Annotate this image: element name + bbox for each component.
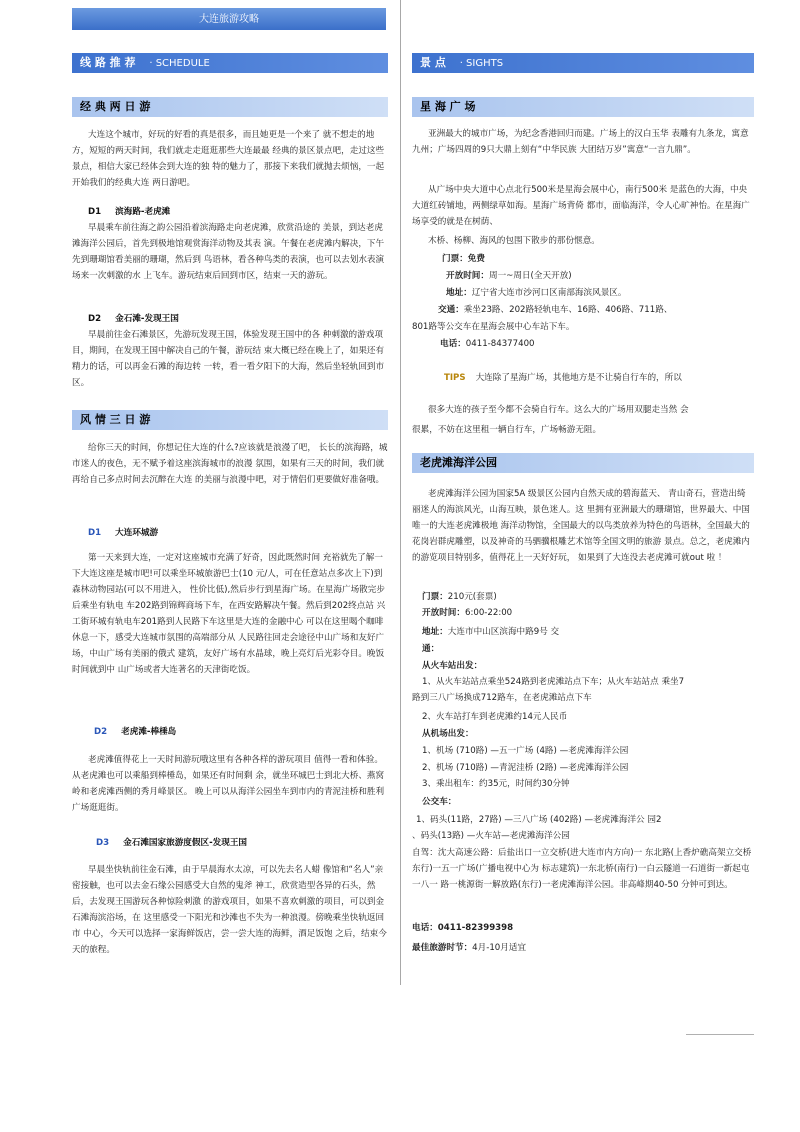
label: 地址： [446, 288, 472, 298]
label: 电话： [412, 923, 438, 933]
three-day-d2-text: 老虎滩值得花上一天时间游玩哦这里有各种各样的游玩项目 值得一看和体验。从老虎滩也可以乘船到棒棰岛，如果还有时间剩 余，就坐环城巴士到北大桥、燕窝岭和老虎滩西侧的秀月峰景区。 晚上可以从海洋公园坐车到市内的青泥洼桥和胜利广场逛逛街。 [72, 755, 385, 813]
laohutan-bus-2: 、码头(13路) —火车站—老虎滩海洋公园 [412, 831, 570, 841]
sights-bar-cn: 景 点 [420, 56, 446, 69]
value: 周一~周日(全天开放) [488, 271, 572, 281]
day-title: 金石滩-发现王国 [115, 314, 179, 324]
laohutan-from-station-label: 从火车站出发： [422, 661, 483, 671]
value: 210元(套票) [447, 592, 497, 602]
schedule-bar-en: · SCHEDULE [149, 58, 210, 69]
two-day-d2-text: 早晨前往金石滩景区，先游玩发现王国，体验发现王国中的各 种刺激的游戏项目，期间，在发现王国中解决自己的午餐，游玩结 束大概已经在晚上了，如果还有精力的话，可以再金石滩的海边转 一转，看一看夕阳下的大海，然后坐轻轨回到市区。 [72, 330, 385, 388]
xinghai-tips-more-1: 很多大连的孩子至今都不会骑自行车。这么大的广场用双腿走当然 会 [428, 405, 689, 415]
xinghai-paragraph-2: 从广场中央大道中心点北行500米是星海会展中心，南行500米 是蓝色的大海，中央大道红砖铺地，两侧绿草如海。星海广场背倚 都市，面临海洋，令人心旷神怡。在星海广场享受的就是在树荫、 [412, 185, 750, 227]
laohutan-ticket [422, 590, 497, 604]
sights-bar-en: · SIGHTS [459, 58, 504, 69]
label: 最佳旅游时节： [412, 943, 473, 953]
value: 辽宁省大连市沙河口区南部海滨风景区。 [471, 288, 627, 298]
laohutan-hours [422, 606, 512, 620]
xinghai-square-heading [412, 97, 754, 117]
day-title: 大连环城游 [115, 528, 159, 538]
laohutan-intro: 老虎滩海洋公园为国家5A 级景区公园内自然天成的碧海蓝天、 青山奇石，营造出绮丽迷人的海滨风光，山海互映，景色迷人。这 里拥有亚洲最大的珊瑚馆，世界最大、中国唯一的大连老虎滩极地 海洋动物馆，全国最大的以鸟类放养为特色的鸟语林，全国最大的 花岗岩群虎雕塑，以及神奇的马驷骥根雕艺术馆等全国文明的旅游 景点。总之，老虎滩内的游览项目特别多，值得花上一天好好玩， 如果到了大连没去老虎滩可就out 啦 ！ [412, 489, 750, 563]
schedule-section-bar [72, 53, 388, 73]
value: 乘坐23路、202路轻轨电车、16路、406路、711路、 [463, 305, 673, 315]
column-divider [400, 0, 401, 985]
value: 4月-10月适宜 [472, 943, 527, 953]
xinghai-tips-more-2: 很累，不妨在这里租一辆自行车，广场畅游无阻。 [412, 425, 602, 435]
laohutan-from-airport-3: 3、乘出租车：约35元，时间约30分钟 [422, 779, 570, 789]
value: 免费 [467, 254, 485, 264]
three-day-d3-heading [96, 836, 247, 848]
value: 0411-84377400 [465, 339, 535, 349]
day-number: D1 [88, 207, 102, 217]
schedule-bar-cn: 线 路 推 荐 [80, 56, 136, 69]
label: 自驾： [412, 848, 438, 858]
label: 门票： [442, 254, 468, 264]
xinghai-tips [444, 371, 682, 385]
value: 0411-82399398 [437, 923, 514, 933]
label: 电话： [440, 339, 466, 349]
day-title: 老虎滩-棒棰岛 [121, 727, 177, 737]
xinghai-ticket [442, 252, 485, 266]
xinghai-phone [440, 337, 535, 351]
laohutan-from-station-2: 2、火车站打车到老虎滩约14元人民币 [422, 712, 568, 722]
three-day-intro: 给你三天的时间，你想记住大连的什么?应该就是浪漫了吧， 长长的滨海路，城市迷人的夜色，无不赋予着这座滨海城市的浪漫 氛围，如果有三天的时间，我们就再给自己多点时间去沉醉在大连 的美丽与浪漫中吧，对于情侣们更要做好准备哦。 [72, 443, 388, 485]
three-day-d1-heading [88, 526, 158, 538]
day-number: D1 [88, 528, 102, 538]
laohutan-bus-1: 1、码头(11路，27路) —三八广场 (402路) —老虎滩海洋公 园2 [416, 815, 662, 825]
xinghai-hours [446, 269, 572, 283]
three-day-tour-heading [72, 410, 388, 430]
xinghai-address [446, 286, 627, 300]
laohutan-drive [412, 845, 754, 893]
laohutan-from-airport-1: 1、机场 (710路) —五一广场 (4路) —老虎滩海洋公园 [422, 746, 629, 756]
laohutan-phone [412, 921, 513, 935]
two-day-d1-heading [88, 205, 170, 217]
value: 大连市中山区滨海中路9号 交 [447, 627, 560, 637]
label: 交通： [438, 305, 464, 315]
laohutan-traffic-label: 通： [422, 644, 440, 654]
laohutan-from-airport-2: 2、机场 (710路) —青泥洼桥 (2路) —老虎滩海洋公园 [422, 763, 629, 773]
laohutan-best-season [412, 941, 526, 955]
tips-text: 大连除了星海广场，其他地方是不让骑自行车的，所以 [475, 373, 682, 383]
xinghai-paragraph-3: 木桥、杨柳、海风的包围下散步的那份惬意。 [428, 236, 600, 246]
day-title: 滨海路-老虎滩 [115, 207, 171, 217]
laohutan-bus-label: 公交车： [422, 797, 457, 807]
tips-badge: TIPS [444, 373, 466, 383]
label: 开放时间： [422, 608, 465, 618]
laohutan-park-heading [412, 453, 754, 473]
footer-rule [686, 1034, 754, 1035]
two-day-d2-heading [88, 312, 179, 324]
xinghai-paragraph-1: 亚洲最大的城市广场，为纪念香港回归而建。广场上的汉白玉华 表雕有九条龙，寓意九州；广场四周的9只大鼎上刻有“中华民族 大团结万岁”寓意“一言九鼎”。 [412, 129, 749, 155]
three-day-tour-title: 风 情 三 日 游 [80, 413, 151, 426]
page-header-banner [72, 8, 386, 30]
label: 地址： [422, 627, 448, 637]
sights-section-bar [412, 53, 754, 73]
two-day-tour-heading [72, 97, 388, 117]
xinghai-traffic-cont: 801路等公交车在星海会展中心车站下车。 [412, 322, 575, 332]
day-number: D2 [88, 314, 102, 324]
value: 沈大高速公路：后盐出口一立交桥(进大连市内方向)一 东北路(上香炉礁高架立交桥东行)一五一广场(广播电视中心为 标志建筑)一东北桥(南行)一白云隧道一石道街一新起屯一八一 路一桃源街一解放路(东行)一老虎滩海洋公园。非高峰期40-50 分钟可到达。 [412, 848, 752, 890]
two-day-intro: 大连这个城市，好玩的好看的真是很多，而且她更是一个来了 就不想走的地方，短短的两天时间，我们就走走逛逛那些大连最最 经典的景区景点吧，走过这些景点，相信大家已经体会到大连的独 特的魅力了，那接下来我们就抛去烦恼，一起开始我们的经典大连 两日游吧。 [72, 130, 385, 188]
laohutan-address [422, 625, 559, 639]
three-day-d3-text: 早晨坐快轨前往金石滩，由于早晨海水太凉，可以先去名人蜡 像馆和“名人”亲密接触，也可以去金石缘公园感受大自然的鬼斧 神工，欣赏造型各异的石头，然后，去发现王国游玩各种惊险刺激 的游戏项目，如果不喜欢刺激的项目，可以到金石滩海滨浴场，在 这里感受一下阳光和沙滩也不失为一种浪漫。傍晚乘坐快轨返回市 中心，今天可以选择一家海鲜饭店，尝一尝大连的海鲜，酒足饭饱 之后，结束今天的旅程。 [72, 865, 387, 955]
two-day-d1-text: 早晨乘车前往海之韵公园沿着滨海路走向老虎滩，欣赏沿途的 美景，到达老虎滩海洋公园后，首先到极地馆观赏海洋动物及其表 演。午餐在老虎滩内解决，下午先到珊瑚馆看美丽的珊瑚，然后到 鸟语林，看各种鸟类的表演，也可以去划水表演场来一次刺激的水 上飞车。游玩结束后回到市区，结束一天的游玩。 [72, 223, 385, 281]
xinghai-title: 星 海 广 场 [420, 100, 476, 113]
day-title: 金石滩国家旅游度假区-发现王国 [123, 838, 248, 848]
day-number: D3 [96, 838, 110, 848]
laohutan-from-airport-label: 从机场出发： [422, 729, 474, 739]
day-number: D2 [94, 727, 108, 737]
value: 6:00-22:00 [464, 608, 513, 618]
laohutan-from-station-1b: 路到三八广场换成712路车，在老虎滩站点下车 [412, 693, 592, 703]
xinghai-traffic [438, 303, 672, 317]
two-day-tour-title: 经 典 两 日 游 [80, 100, 151, 113]
laohutan-from-station-1a: 1、从火车站站点乘坐524路到老虎滩站点下车；从火车站站点 乘坐7 [422, 677, 685, 687]
laohutan-title: 老虎滩海洋公园 [420, 456, 497, 469]
three-day-d1-text: 第一天来到大连，一定对这座城市充满了好奇，因此既然时间 充裕就先了解一下大连这座是城市吧!可以乘坐环城旅游巴士(10 元/人，可在任意站点多次上下)到森林动物园站(可以不用进入， 性价比低),然后步行到星海广场。在星海广场散完步后乘坐有轨电 车202路到锦辉商场下车，在西安路解决午餐。然后到202终点站 兴工街环城有轨电车201路到人民路下车这里是大连的金融中心 可以在这里喝个咖啡休息一下，感受大连城市氛围的高端部分从 人民路往回走会途径中山广场和友好广场，中山广场有美丽的俄式 建筑，友好广场有水晶球，晚上亮灯后光彩夺目。晚饭时间就到中 山广场或者大连著名的天津街吃饭。 [72, 553, 386, 675]
page-header-title: 大连旅游攻略 [199, 14, 259, 25]
label: 门票： [422, 592, 448, 602]
label: 开放时间： [446, 271, 489, 281]
three-day-d2-heading [94, 725, 176, 737]
